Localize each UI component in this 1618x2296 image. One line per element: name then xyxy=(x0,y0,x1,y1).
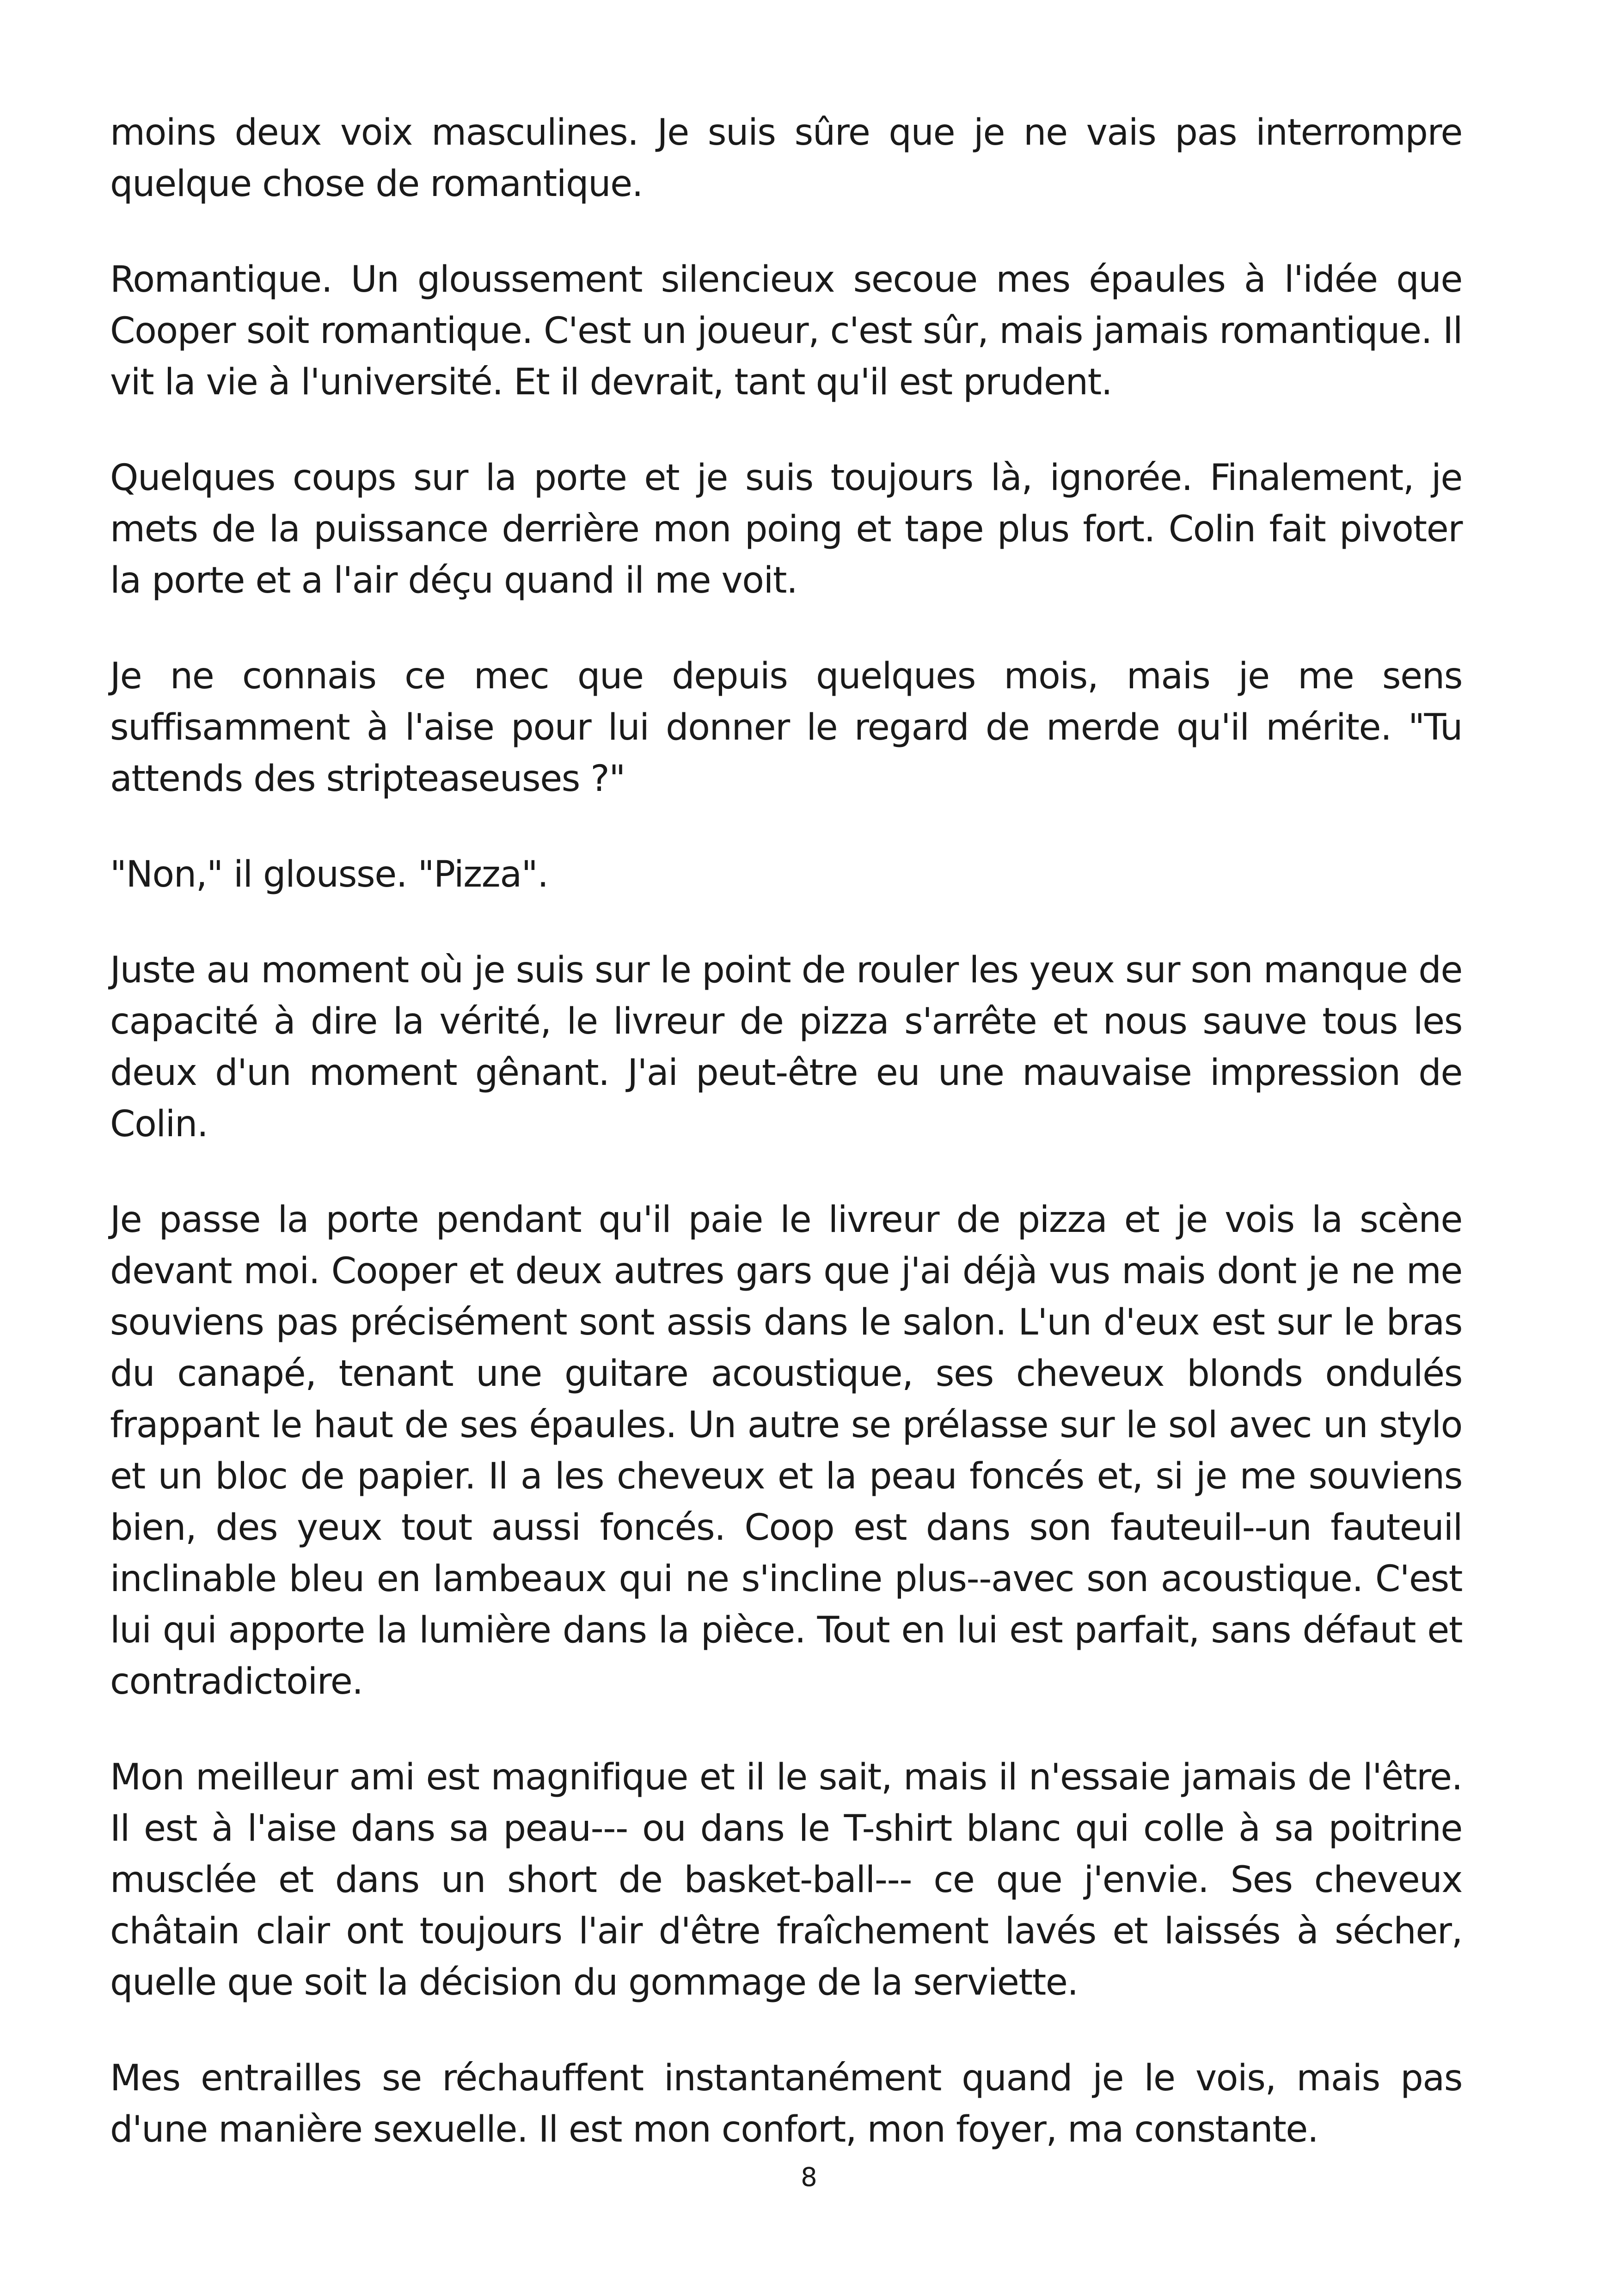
paragraph-3: Quelques coups sur la porte et je suis toujours là, ignorée. Finalement, je mets de la puissance derrière mon poing et tape plus fort. Colin fait pivoter la porte et a l'air déçu quand il me voit. xyxy=(110,457,1462,601)
page-number: 8 xyxy=(801,2162,817,2192)
body-text xyxy=(110,107,1462,2200)
paragraph-9: Mes entrailles se réchauffent instantanément quand je le vois, mais pas d'une manière sexuelle. Il est mon confort, mon foyer, ma constante. xyxy=(110,2057,1462,2150)
paragraph-5: "Non," il glousse. "Pizza". xyxy=(110,854,548,895)
paragraph-7: Je passe la porte pendant qu'il paie le livreur de pizza et je vois la scène devant moi. Cooper et deux autres gars que j'ai déjà vus mais dont je ne me souviens pas précisément sont assis dans le salon. L'un d'eux est sur le bras du canapé, tenant une guitare acoustique, ses cheveux blonds ondulés frappant le haut de ses épaules. Un autre se prélasse sur le sol avec un stylo et un bloc de papier. Il a les cheveux et la peau foncés et, si je me souviens bien, des yeux tout aussi foncés. Coop est dans son fauteuil--un fauteuil inclinable bleu en lambeaux qui ne s'incline plus--avec son acoustique. C'est lui qui apporte la lumière dans la pièce. Tout en lui est parfait, sans défaut et contradictoire. xyxy=(110,1199,1462,1702)
paragraph-1: moins deux voix masculines. Je suis sûre que je ne vais pas interrompre quelque chose de romantique. xyxy=(110,112,1462,205)
paragraph-6: Juste au moment où je suis sur le point de rouler les yeux sur son manque de capacité à dire la vérité, le livreur de pizza s'arrête et nous sauve tous les deux d'un moment gênant. J'ai peut-être eu une mauvaise impression de Colin. xyxy=(110,949,1462,1145)
paragraph-4: Je ne connais ce mec que depuis quelques mois, mais je me sens suffisamment à l'aise pour lui donner le regard de merde qu'il mérite. "Tu attends des stripteaseuses ?" xyxy=(110,655,1462,800)
paragraph-8: Mon meilleur ami est magnifique et il le sait, mais il n'essaie jamais de l'être. Il est à l'aise dans sa peau--- ou dans le T-shirt blanc qui colle à sa poitrine musclée et dans un short de basket-ball--- ce que j'envie. Ses cheveux châtain clair ont toujours l'air d'être fraîchement lavés et laissés à sécher, quelle que soit la décision du gommage de la serviette. xyxy=(110,1757,1462,2003)
paragraph-2: Romantique. Un gloussement silencieux secoue mes épaules à l'idée que Cooper soit romantique. C'est un joueur, c'est sûr, mais jamais romantique. Il vit la vie à l'université. Et il devrait, tant qu'il est prudent. xyxy=(110,259,1462,403)
